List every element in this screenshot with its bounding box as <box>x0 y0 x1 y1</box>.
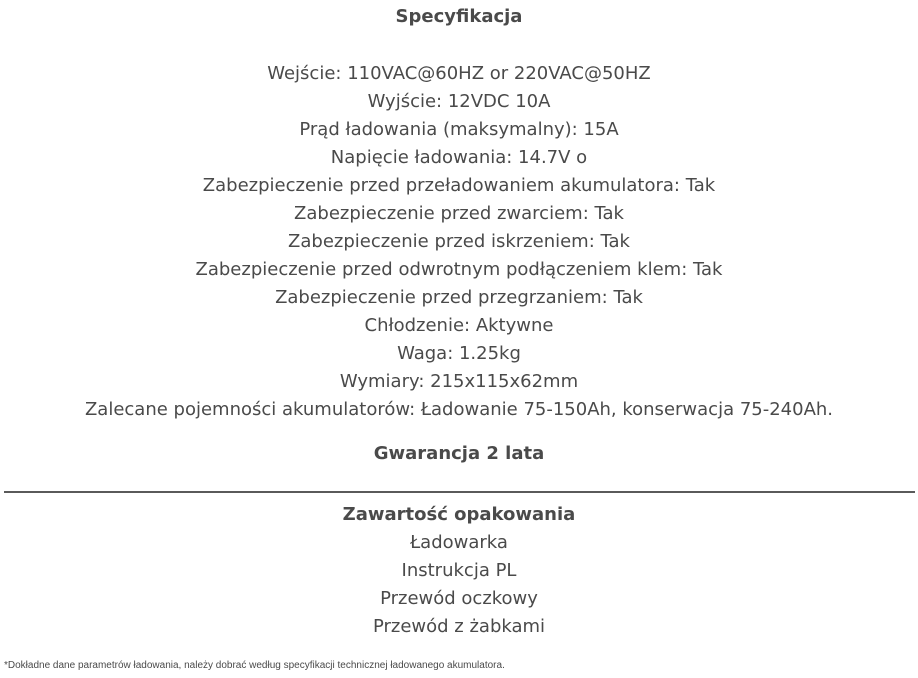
specification-heading: Specyfikacja <box>395 6 523 27</box>
spec-item-spark-protection: Zabezpieczenie przed iskrzeniem: Tak <box>288 231 630 252</box>
package-contents-list <box>0 529 918 641</box>
spec-item-cooling: Chłodzenie: Aktywne <box>364 315 554 336</box>
section-divider <box>4 491 915 493</box>
spec-item-weight: Waga: 1.25kg <box>397 343 521 364</box>
spec-item-max-current: Prąd ładowania (maksymalny): 15A <box>299 119 619 140</box>
spec-item-overheat-protection: Zabezpieczenie przed przegrzaniem: Tak <box>275 287 643 308</box>
spec-item-output: Wyjście: 12VDC 10A <box>367 91 551 112</box>
package-item-manual: Instrukcja PL <box>401 560 517 581</box>
footnote: *Dokładne dane parametrów ładowania, należy dobrać według specyfikacji technicznej ładowanego akumulatora. <box>4 660 505 671</box>
specification-list <box>0 60 918 424</box>
warranty-heading: Gwarancja 2 lata <box>373 443 545 464</box>
spec-item-charge-voltage: Napięcie ładowania: 14.7V o <box>330 147 588 168</box>
spec-item-reverse-polarity-protection: Zabezpieczenie przed odwrotnym podłączeniem klem: Tak <box>195 259 723 280</box>
spec-item-input: Wejście: 110VAC@60HZ or 220VAC@50HZ <box>267 63 651 84</box>
package-item-ring-cable: Przewód oczkowy <box>380 588 538 609</box>
package-item-charger: Ładowarka <box>410 532 508 553</box>
spec-item-battery-capacity: Zalecane pojemności akumulatorów: Ładowanie 75-150Ah, konserwacja 75-240Ah. <box>84 399 834 420</box>
package-item-clamp-cable: Przewód z żabkami <box>372 616 546 637</box>
spec-item-short-circuit-protection: Zabezpieczenie przed zwarciem: Tak <box>294 203 624 224</box>
package-contents-heading: Zawartość opakowania <box>342 504 576 525</box>
spec-item-overcharge-protection: Zabezpieczenie przed przeładowaniem akumulatora: Tak <box>202 175 716 196</box>
spec-item-dimensions: Wymiary: 215x115x62mm <box>339 371 579 392</box>
